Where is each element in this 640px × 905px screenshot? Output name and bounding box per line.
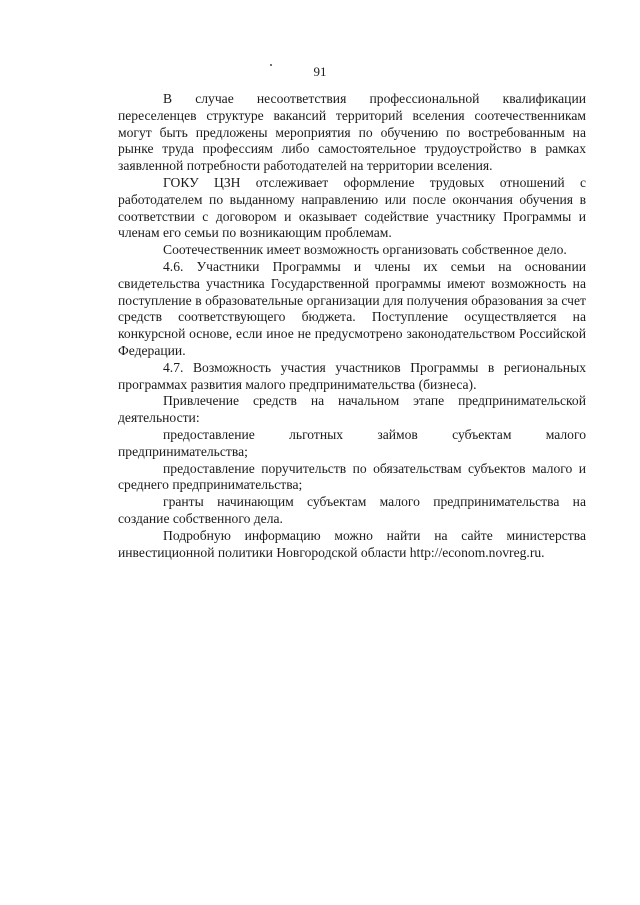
paragraph-funding-intro: Привлечение средств на начальном этапе предпринимательской деятельности: — [118, 393, 586, 426]
paragraph-czn-monitoring: ГОКУ ЦЗН отслеживает оформление трудовых отношений с работодателем по выданному направлению или после окончания обучения в соответствии с договором и оказывает содействие участнику Программы и членам его семьи по возникающим проблемам. — [118, 174, 586, 241]
paragraph-4-7-small-business: 4.7. Возможность участия участников Программы в региональных программах развития малого предпринимательства (бизнеса). — [118, 359, 586, 392]
paragraph-4-6-education: 4.6. Участники Программы и члены их семьи на основании свидетельства участника Государственной программы имеют возможность на поступление в образовательные организации для получения образования за счет средств соответствующего бюджета. Поступление осуществляется на конкурсной основе, если иное не предусмотрено законодательством Российской Федерации. — [118, 258, 586, 358]
scan-speck — [270, 64, 272, 66]
body-text — [118, 91, 586, 561]
list-item-guarantees: предоставление поручительств по обязательствам субъектов малого и среднего предпринимательства; — [118, 460, 586, 493]
paragraph-retraining: В случае несоответствия профессиональной квалификации переселенцев структуре вакансий территорий вселения соотечественникам могут быть предложены мероприятия по обучению по востребованным на рынке труда профессиям либо самостоятельное трудоустройство в рамках заявленной потребности работодателей на территории вселения. — [118, 91, 586, 174]
list-item-loans: предоставление льготных займов субъектам малого предпринимательства; — [118, 426, 586, 459]
paragraph-more-info: Подробную информацию можно найти на сайте министерства инвестиционной политики Новгородской области http://econom.novreg.ru. — [118, 527, 586, 560]
page-number: 91 — [313, 64, 327, 79]
list-item-grants: гранты начинающим субъектам малого предпринимательства на создание собственного дела. — [118, 494, 586, 526]
paragraph-own-business: Соотечественник имеет возможность организовать собственное дело. — [163, 242, 567, 258]
